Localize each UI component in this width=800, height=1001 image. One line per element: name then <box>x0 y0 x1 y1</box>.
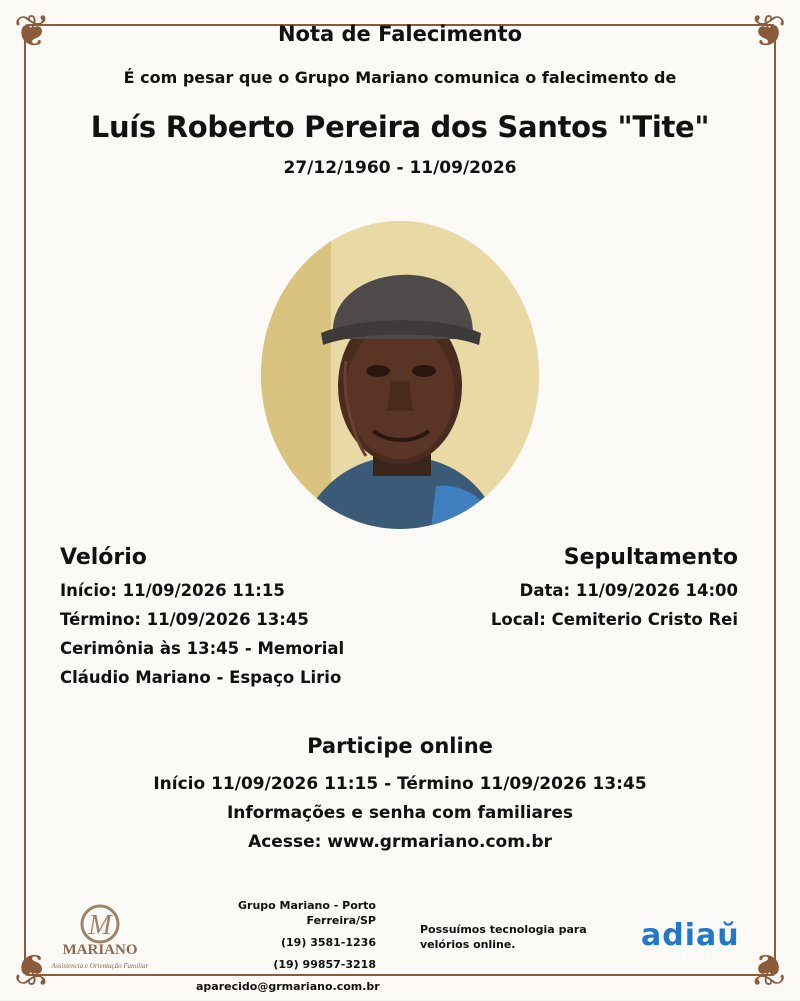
sepultamento-line: Data: 11/09/2026 14:00 <box>519 581 738 600</box>
intro-text: É com pesar que o Grupo Mariano comunica o falecimento de <box>123 68 677 87</box>
corner-ornament-icon: ❦ <box>13 943 51 994</box>
contact-block <box>196 898 380 1001</box>
corner-ornament-icon: ❦ <box>13 6 51 57</box>
svg-text:Assistencia e Orientação Famil: Assistencia e Orientação Familiar <box>51 962 149 970</box>
velorio-section <box>60 545 380 692</box>
company-address: Grupo Mariano - Porto Ferreira/SP <box>237 899 376 927</box>
online-site-link[interactable]: Acesse: www.grmariano.com.br <box>248 832 552 852</box>
svg-text:M: M <box>88 910 112 941</box>
velorio-line: Início: 11/09/2026 11:15 <box>60 581 285 600</box>
life-dates: 27/12/1960 - 11/09/2026 <box>283 158 517 178</box>
deceased-photo <box>261 221 539 529</box>
sepultamento-line: Local: Cemiterio Cristo Rei <box>490 610 738 629</box>
corner-ornament-icon: ❦ <box>749 943 787 994</box>
mariano-logo <box>40 902 160 974</box>
phone-number[interactable]: (19) 99857-3218 <box>273 958 376 971</box>
online-times: Início 11/09/2026 11:15 - Término 11/09/2026 13:45 <box>153 774 647 794</box>
sepultamento-heading: Sepultamento <box>563 545 738 570</box>
velorio-line: Término: 11/09/2026 13:45 <box>60 610 309 629</box>
velorio-line: Cláudio Mariano - Espaço Lirio <box>60 668 342 687</box>
velorio-line: Cerimônia às 13:45 - Memorial <box>60 639 345 658</box>
svg-text:MARIANO: MARIANO <box>62 942 138 958</box>
online-info: Informações e senha com familiares <box>226 803 574 823</box>
online-heading: Participe online <box>307 734 493 758</box>
velorio-heading: Velório <box>60 545 147 570</box>
phone-number[interactable]: (19) 3581-1236 <box>281 936 376 949</box>
adiau-logo: adiaŭ <box>641 918 740 953</box>
corner-ornament-icon: ❦ <box>749 6 787 57</box>
page-title: Nota de Falecimento <box>277 22 523 46</box>
sepultamento-section <box>418 545 738 634</box>
tech-note: Possuímos tecnologia para velórios online. <box>420 923 587 951</box>
deceased-name: Luís Roberto Pereira dos Santos "Tite" <box>90 110 710 144</box>
email-address[interactable]: aparecido@grmariano.com.br <box>196 980 380 993</box>
